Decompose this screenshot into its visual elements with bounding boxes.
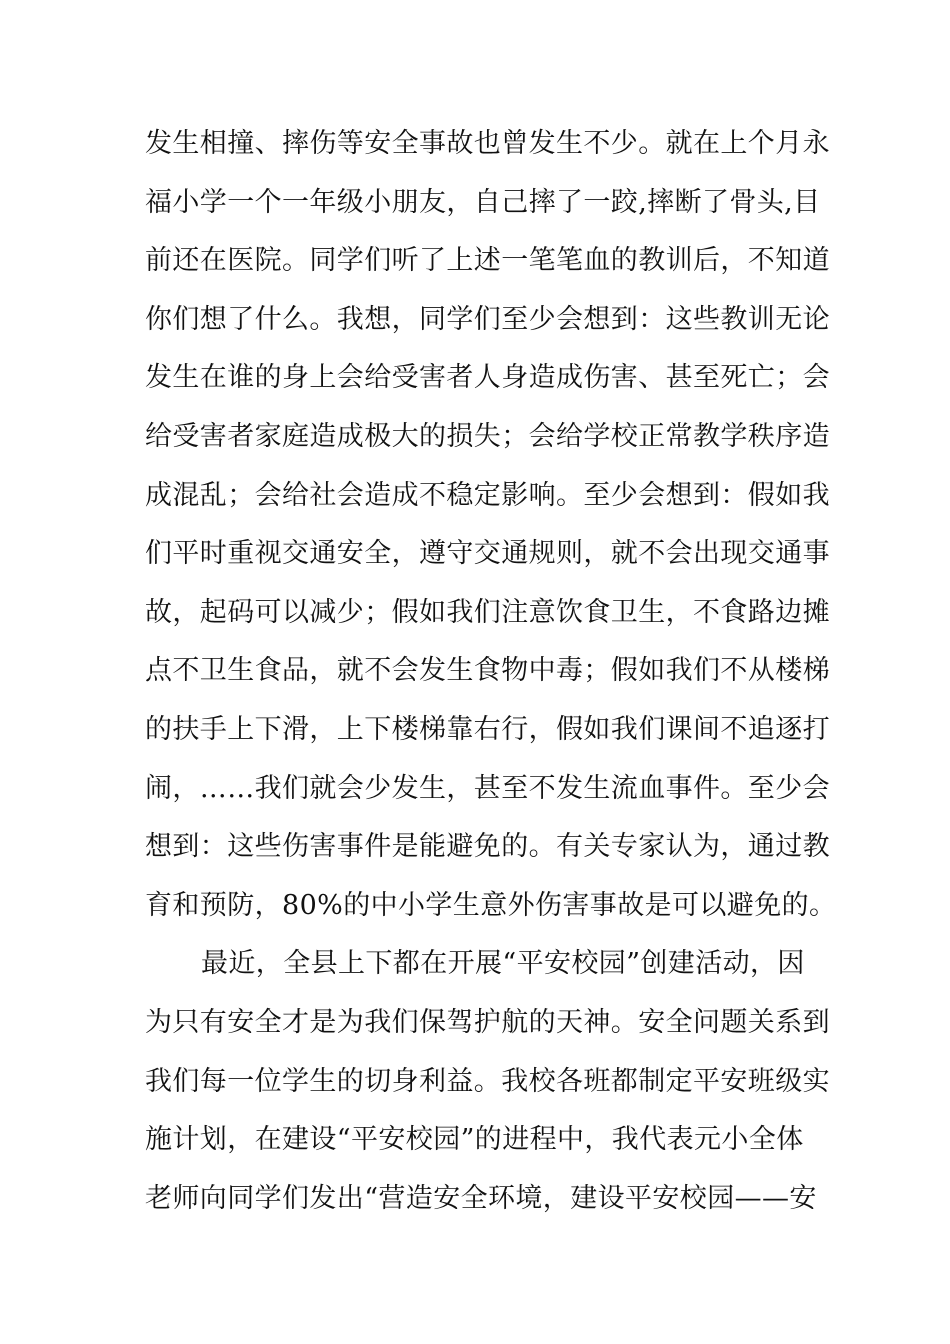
body-text [145,115,837,1228]
paragraph-start-line: 最近，全县上下都在开展“平安校园”创建活动，因 [201,948,805,980]
text-line: 老师向同学们发出“营造安全环境，建设平安校园——安 [145,1182,817,1214]
text-line: 发生在谁的身上会给受害者人身造成伤害、甚至死亡；会 [145,362,830,394]
text-line: 想到：这些伤害事件是能避免的。有关专家认为，通过教 [145,831,830,863]
text-line: 为只有安全才是为我们保驾护航的天神。安全问题关系到 [145,1006,830,1038]
text-line: 成混乱；会给社会造成不稳定影响。至少会想到：假如我 [145,479,830,511]
text-line: 前还在医院。同学们听了上述一笔笔血的教训后，不知道 [145,245,830,277]
text-line: 发生相撞、摔伤等安全事故也曾发生不少。就在上个月永 [145,128,830,159]
text-line: 的扶手上下滑，上下楼梯靠右行，假如我们课间不追逐打 [145,713,830,745]
text-line: 闹，……我们就会少发生，甚至不发生流血事件。至少会 [145,772,830,804]
text-line: 施计划，在建设“平安校园”的进程中，我代表元小全体 [145,1124,804,1156]
text-line: 故，起码可以减少；假如我们注意饮食卫生，不食路边摊 [145,596,830,628]
text-line: 给受害者家庭造成极大的损失；会给学校正常教学秩序造 [145,420,830,452]
text-line: 点不卫生食品，就不会发生食物中毒；假如我们不从楼梯 [145,655,830,687]
text-line: 育和预防，80%的中小学生意外伤害事故是可以避免的。 [145,889,837,921]
text-line: 我们每一位学生的切身利益。我校各班都制定平安班级实 [145,1065,830,1097]
text-line: 你们想了什么。我想，同学们至少会想到：这些教训无论 [145,303,830,335]
text-line: 们平时重视交通安全，遵守交通规则，就不会出现交通事 [145,538,830,570]
text-line: 福小学一个一年级小朋友，自己摔了一跤,摔断了骨头,目 [145,186,821,218]
